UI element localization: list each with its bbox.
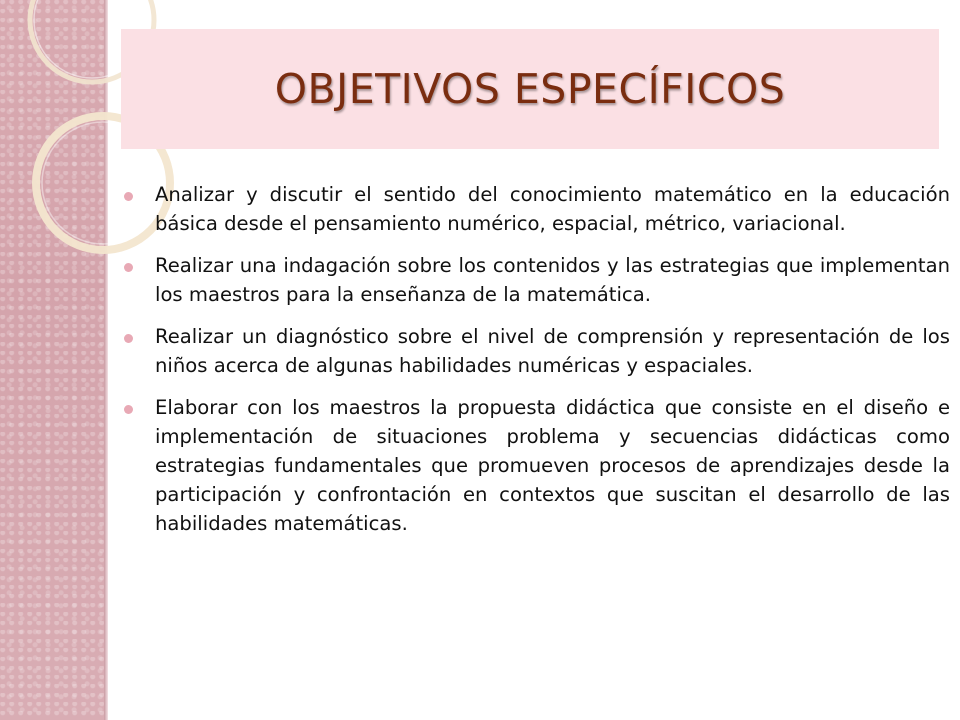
list-item bbox=[124, 322, 950, 380]
list-item-text: Analizar y discutir el sentido del conocimiento matemático en la educación básica desde el pensamiento numérico, espacial, métrico, variacional. bbox=[155, 183, 950, 235]
bullet-icon bbox=[124, 334, 133, 343]
title-banner bbox=[121, 29, 939, 149]
bullet-icon bbox=[124, 405, 133, 414]
list-item-text: Elaborar con los maestros la propuesta didáctica que consiste en el diseño e implementación de situaciones problema y secuencias didácticas como estrategias fundamentales que promueven procesos de aprendizajes desde la participación y confrontación en contextos que suscitan el desarrollo de las habilidades matemáticas. bbox=[155, 396, 950, 535]
list-item bbox=[124, 180, 950, 238]
objectives-list bbox=[124, 180, 950, 551]
list-item bbox=[124, 251, 950, 309]
list-item-text: Realizar un diagnóstico sobre el nivel de comprensión y representación de los niños acerca de algunas habilidades numéricas y espaciales. bbox=[155, 325, 950, 377]
list-item-text: Realizar una indagación sobre los contenidos y las estrategias que implementan los maestros para la enseñanza de la matemática. bbox=[155, 254, 950, 306]
list-item bbox=[124, 393, 950, 538]
bullet-icon bbox=[124, 192, 133, 201]
slide-title: OBJETIVOS ESPECÍFICOS bbox=[274, 65, 786, 113]
bullet-icon bbox=[124, 263, 133, 272]
